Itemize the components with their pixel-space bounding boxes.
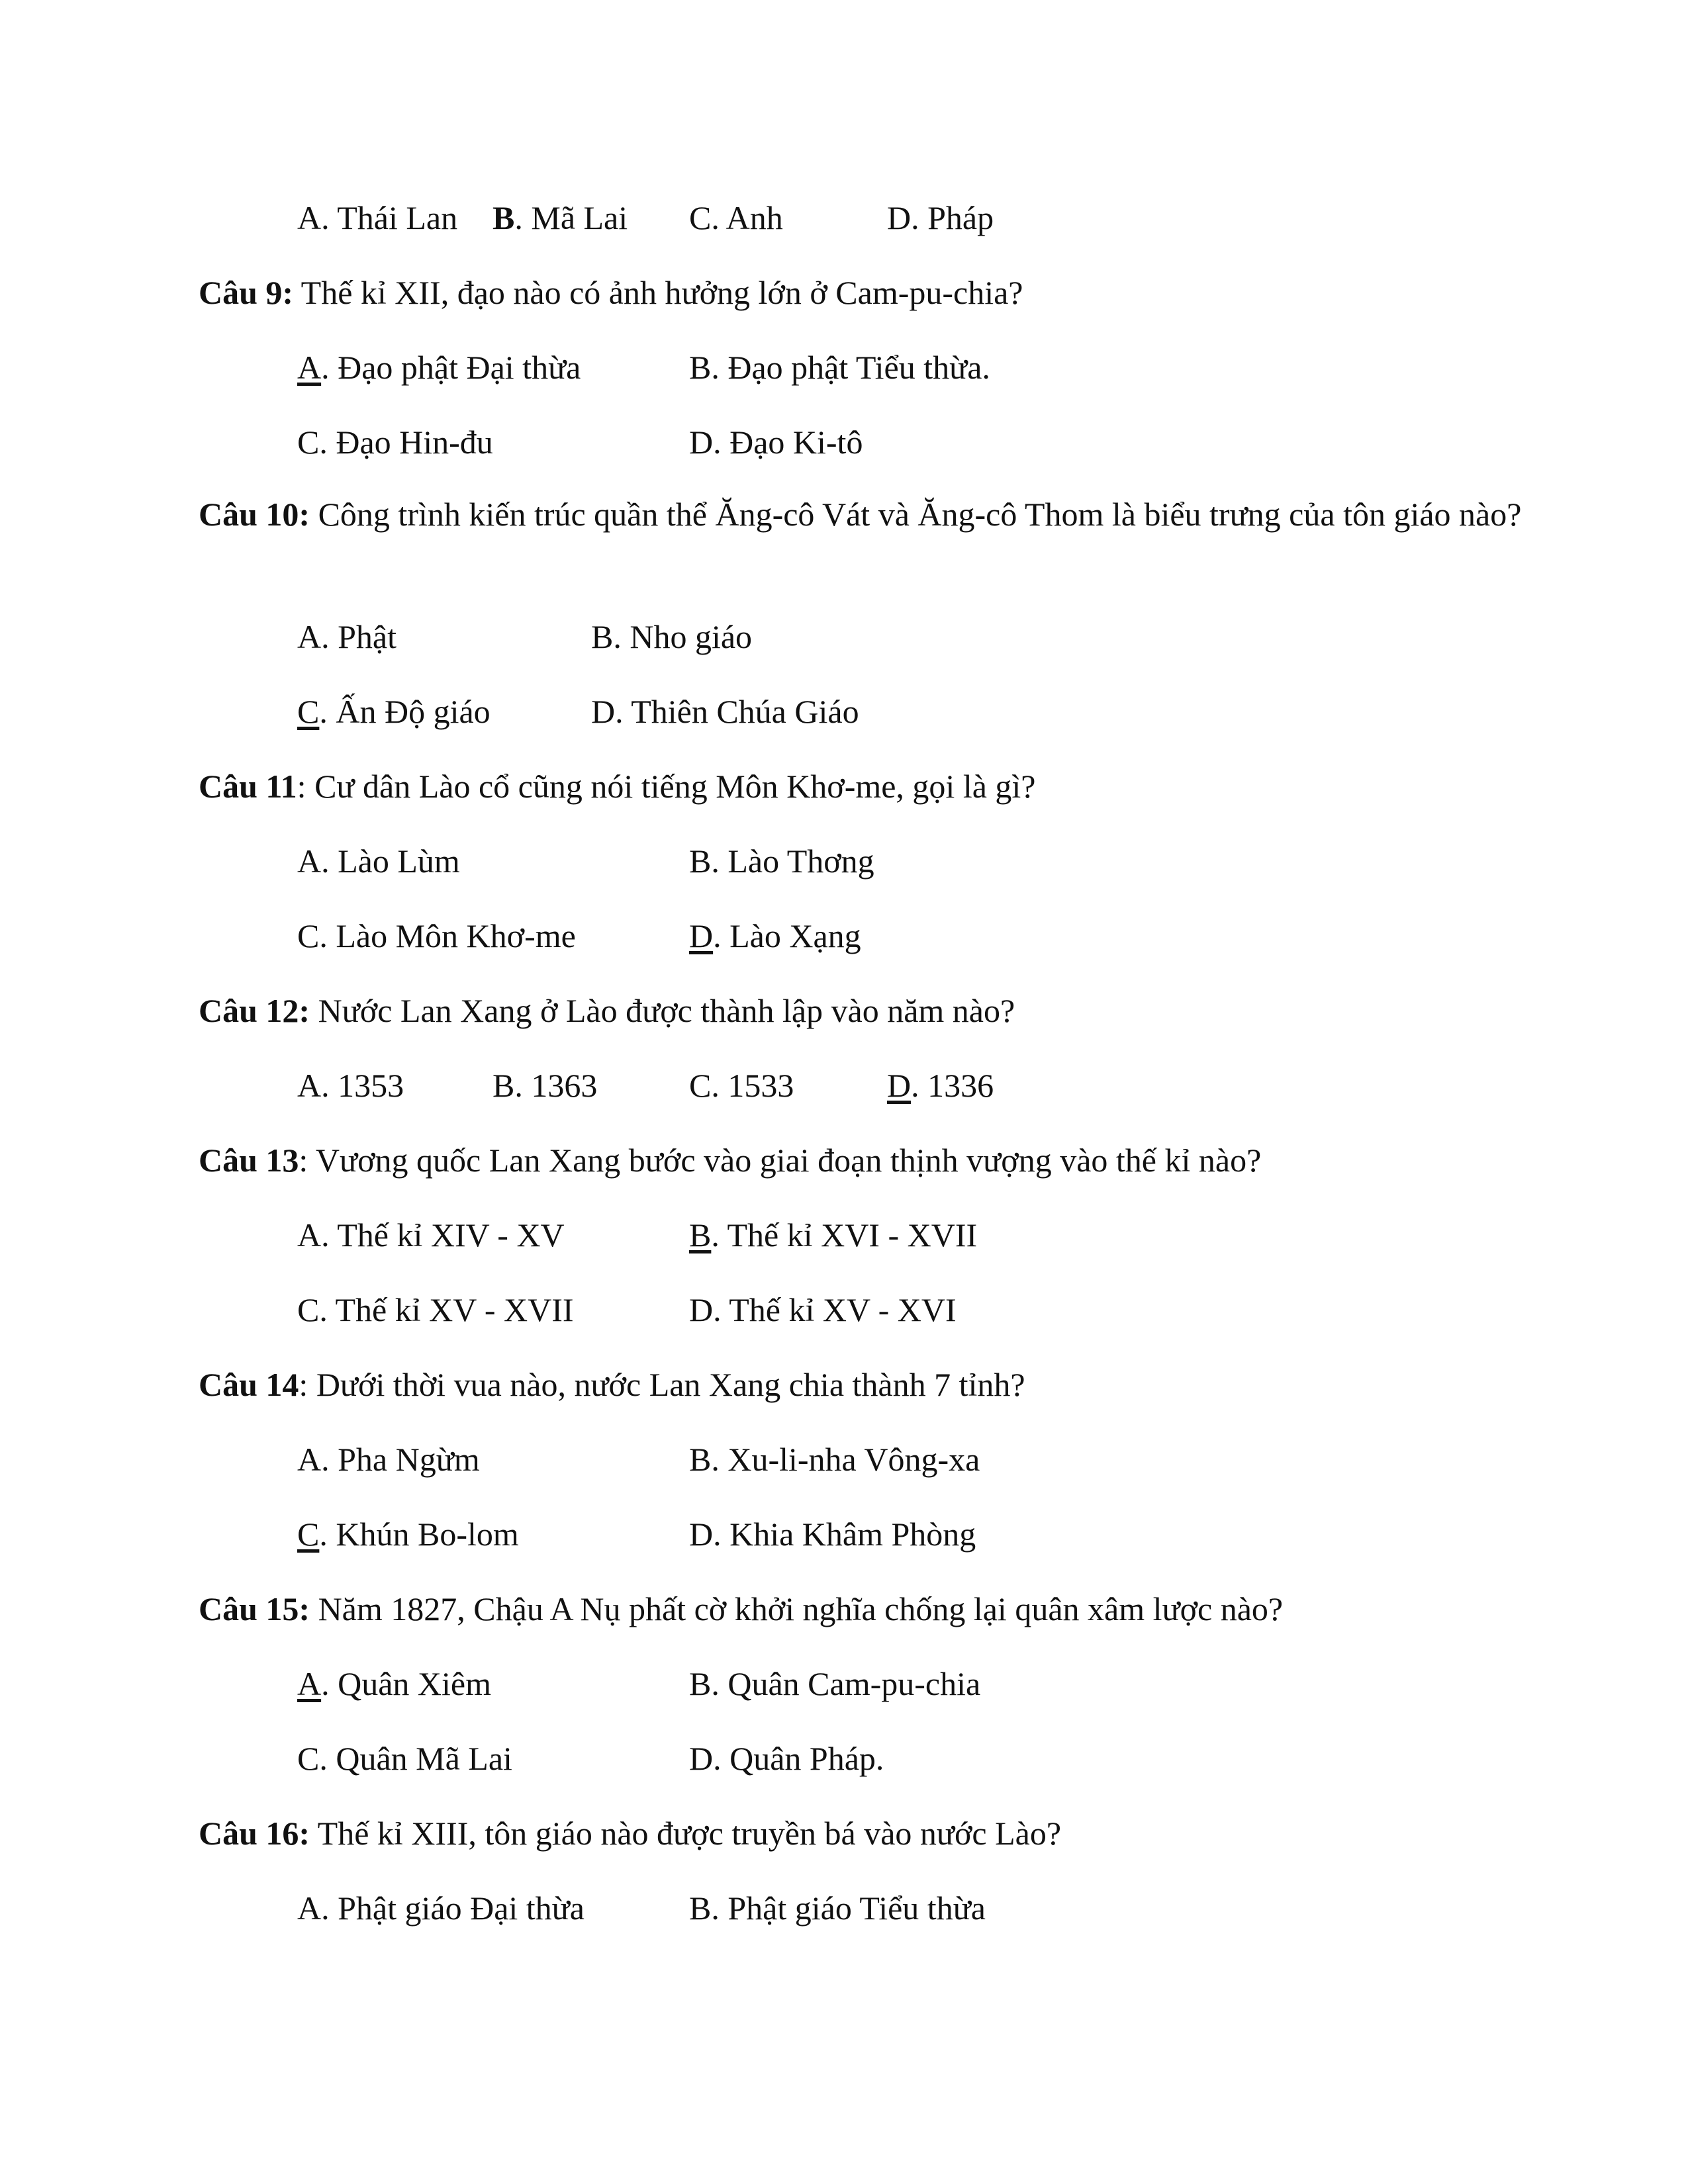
q12-option-b: B. 1363 xyxy=(492,1067,598,1104)
q12-option-d: D. 1336 xyxy=(887,1067,994,1104)
q9-option-a: A. Đạo phật Đại thừa xyxy=(297,349,581,386)
q15-option-a: A. Quân Xiêm xyxy=(297,1665,491,1702)
q11-stem: Câu 11: Cư dân Lào cổ cũng nói tiếng Môn Khơ-me, gọi là gì? xyxy=(199,768,1036,805)
q9-option-d: D. Đạo Ki-tô xyxy=(689,424,863,461)
q14-option-d: D. Khia Khâm Phòng xyxy=(689,1516,976,1553)
q14-option-b: B. Xu-li-nha Vông-xa xyxy=(689,1441,980,1478)
q12-option-a: A. 1353 xyxy=(297,1067,404,1104)
q16-option-b: B. Phật giáo Tiểu thừa xyxy=(689,1889,986,1927)
q10-option-a: A. Phật xyxy=(297,618,397,655)
q16-option-a: A. Phật giáo Đại thừa xyxy=(297,1889,585,1927)
q8-option-c: C. Anh xyxy=(689,199,783,236)
q10-option-b: B. Nho giáo xyxy=(591,618,753,655)
q12-stem: Câu 12: Nước Lan Xang ở Lào được thành lập vào năm nào? xyxy=(199,992,1015,1029)
q8-option-a: A. Thái Lan xyxy=(297,199,458,236)
q9-stem: Câu 9: Thế kỉ XII, đạo nào có ảnh hưởng lớn ở Cam-pu-chia? xyxy=(199,274,1023,311)
q11-option-c: C. Lào Môn Khơ-me xyxy=(297,917,576,954)
q12-option-c: C. 1533 xyxy=(689,1067,794,1104)
q10-option-c: C. Ấn Độ giáo xyxy=(297,693,491,730)
q16-stem: Câu 16: Thế kỉ XIII, tôn giáo nào được truyền bá vào nước Lào? xyxy=(199,1815,1062,1852)
q10-stem: Câu 10: Công trình kiến trúc quần thể Ăng-cô Vát và Ăng-cô Thom là biểu trưng của tôn giáo nào? xyxy=(199,496,1522,533)
q11-option-a: A. Lào Lùm xyxy=(297,842,460,880)
q11-option-b: B. Lào Thơng xyxy=(689,842,874,880)
q15-option-b: B. Quân Cam-pu-chia xyxy=(689,1665,981,1702)
q13-option-d: D. Thế kỉ XV - XVI xyxy=(689,1291,957,1328)
q14-stem: Câu 14: Dưới thời vua nào, nước Lan Xang chia thành 7 tỉnh? xyxy=(199,1366,1025,1403)
q14-option-c: C. Khún Bo-lom xyxy=(297,1516,519,1553)
q13-stem: Câu 13: Vương quốc Lan Xang bước vào giai đoạn thịnh vượng vào thế kỉ nào? xyxy=(199,1142,1262,1179)
q13-option-a: A. Thế kỉ XIV - XV xyxy=(297,1216,565,1253)
q11-option-d: D. Lào Xạng xyxy=(689,917,861,954)
q15-option-c: C. Quân Mã Lai xyxy=(297,1740,512,1777)
q14-option-a: A. Pha Ngừm xyxy=(297,1441,480,1478)
q9-option-c: C. Đạo Hin-đu xyxy=(297,424,493,461)
q9-option-b: B. Đạo phật Tiểu thừa. xyxy=(689,349,990,386)
q8-option-b: B. Mã Lai xyxy=(492,199,628,236)
q15-option-d: D. Quân Pháp. xyxy=(689,1740,884,1777)
q15-stem: Câu 15: Năm 1827, Chậu A Nụ phất cờ khởi nghĩa chống lại quân xâm lược nào? xyxy=(199,1590,1284,1627)
q8-option-d: D. Pháp xyxy=(887,199,994,236)
q13-option-c: C. Thế kỉ XV - XVII xyxy=(297,1291,574,1328)
q10-option-d: D. Thiên Chúa Giáo xyxy=(591,693,859,730)
q13-option-b: B. Thế kỉ XVI - XVII xyxy=(689,1216,978,1253)
